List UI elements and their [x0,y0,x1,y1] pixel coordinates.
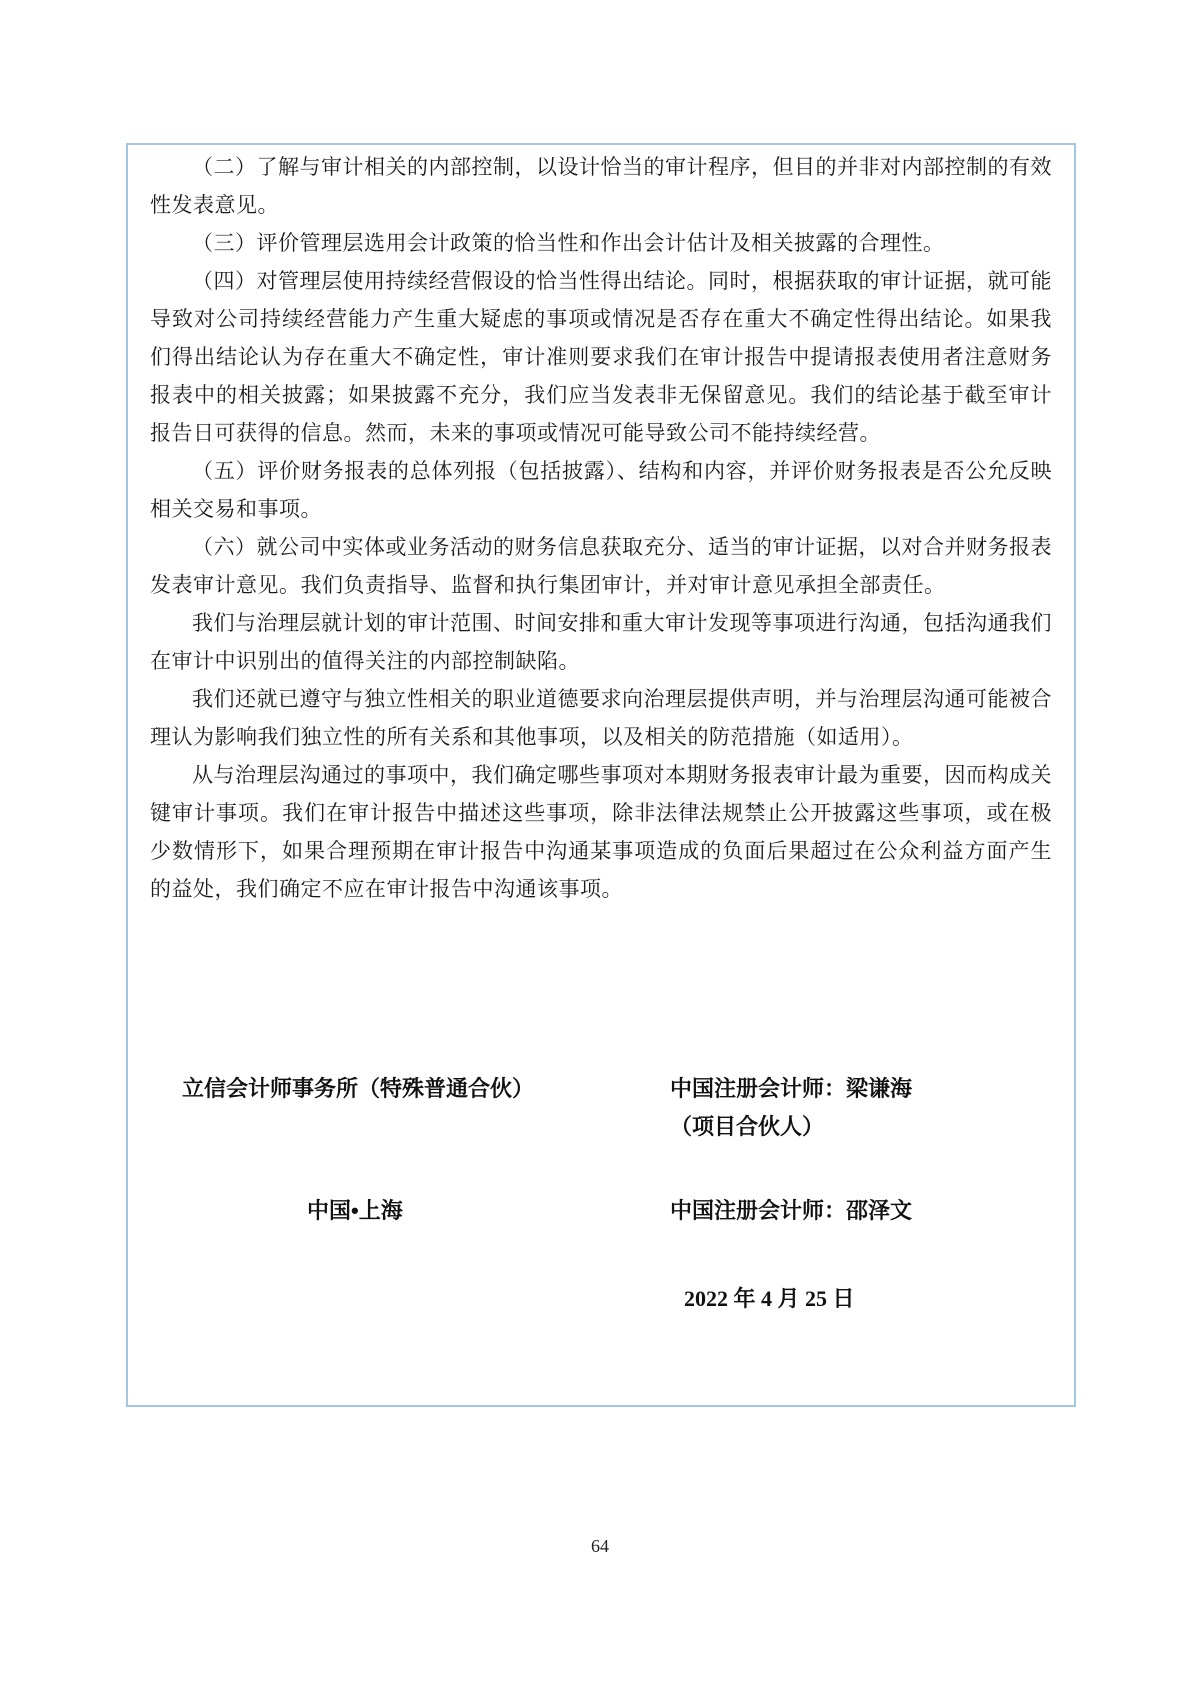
body-paragraph: （五）评价财务报表的总体列报（包括披露）、结构和内容，并评价财务报表是否公允反映相关交易和事项。 [150,459,1052,521]
signature-row-location [150,1192,1052,1230]
body-paragraph: 我们还就已遵守与独立性相关的职业道德要求向治理层提供声明，并与治理层沟通可能被合理认为影响我们独立性的所有关系和其他事项，以及相关的防范措施（如适用）。 [150,687,1052,749]
signature-cpa1-group [670,1070,1052,1146]
body-paragraph: （三）评价管理层选用会计政策的恰当性和作出会计估计及相关披露的合理性。 [192,231,945,255]
signature-row-firm [150,1070,1052,1146]
body-paragraph: （二）了解与审计相关的内部控制，以设计恰当的审计程序，但目的并非对内部控制的有效性发表意见。 [150,155,1052,217]
signature-block [150,1070,1052,1318]
body-paragraph: （六）就公司中实体或业务活动的财务信息获取充分、适当的审计证据，以对合并财务报表发表审计意见。我们负责指导、监督和执行集团审计，并对审计意见承担全部责任。 [150,535,1052,597]
firm-location: 中国•上海 [307,1198,403,1223]
report-border-box [126,143,1076,1407]
cpa1-role: （项目合伙人） [670,1114,825,1139]
signature-row-date [150,1280,1052,1318]
report-body-paragraphs [150,148,1052,908]
cpa1-name: 中国注册会计师：梁谦海 [670,1076,913,1101]
body-paragraph: 我们与治理层就计划的审计范围、时间安排和重大审计发现等事项进行沟通，包括沟通我们在审计中识别出的值得关注的内部控制缺陷。 [150,611,1052,673]
report-date: 2022 年 4 月 25 日 [684,1286,855,1311]
cpa2-name: 中国注册会计师：邵泽文 [670,1198,913,1223]
page-number: 64 [591,1536,609,1556]
audit-firm-name: 立信会计师事务所（特殊普通合伙） [182,1076,535,1101]
body-paragraph: （四）对管理层使用持续经营假设的恰当性得出结论。同时，根据获取的审计证据，就可能导致对公司持续经营能力产生重大疑虑的事项或情况是否存在重大不确定性得出结论。如果我们得出结论认为存在重大不确定性，审计准则要求我们在审计报告中提请报表使用者注意财务报表中的相关披露；如果披露不充分，我们应当发表非无保留意见。我们的结论基于截至审计报告日可获得的信息。然而，未来的事项或情况可能导致公司不能持续经营。 [150,269,1052,445]
body-paragraph: 从与治理层沟通过的事项中，我们确定哪些事项对本期财务报表审计最为重要，因而构成关键审计事项。我们在审计报告中描述这些事项，除非法律法规禁止公开披露这些事项，或在极少数情形下，如果合理预期在审计报告中沟通某事项造成的负面后果超过在公众利益方面产生的益处，我们确定不应在审计报告中沟通该事项。 [150,763,1052,901]
